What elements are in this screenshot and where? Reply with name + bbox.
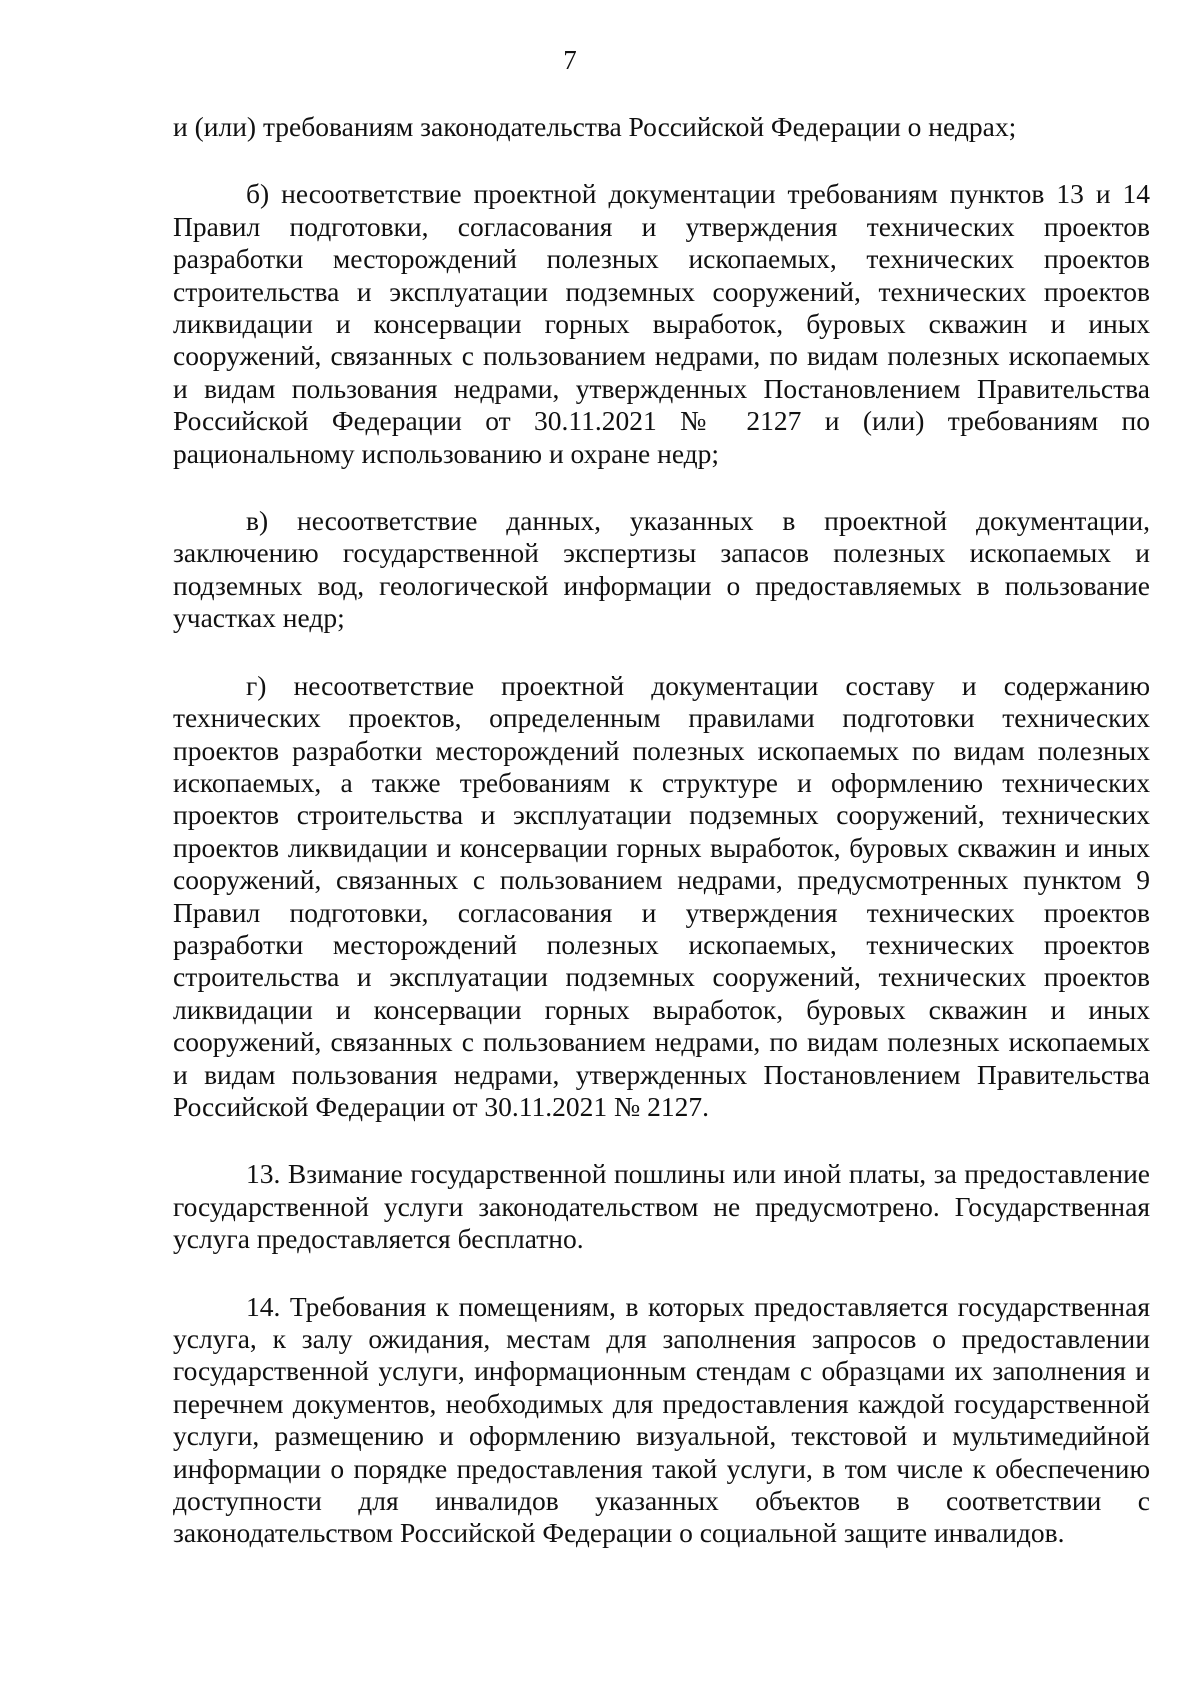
paragraph-item-13: 13. Взимание государственной пошлины или иной платы, за предоставление государственной услуги законодательством не предусмотрено. Государственная услуга предоставляется бесплатно. bbox=[173, 1158, 1150, 1255]
document-body bbox=[173, 111, 1150, 1550]
paragraph-item-14: 14. Требования к помещениям, в которых предоставляется государственная услуга, к залу ожидания, местам для заполнения запросов о предоставлении государственной услуги, информационным стендам с образцами их заполнения и перечнем документов, необходимых для предоставления каждой государственной услуги, размещению и оформлению визуальной, текстовой и мультимедийной информации о порядке предоставления такой услуги, в том числе к обеспечению доступности для инвалидов указанных объектов в соответствии с законодательством Российской Федерации о социальной защите инвалидов. bbox=[173, 1290, 1150, 1549]
paragraph-item-v: в) несоответствие данных, указанных в проектной документации, заключению государственной экспертизы запасов полезных ископаемых и подземных вод, геологической информации о предоставляемых в пользование участках недр; bbox=[173, 505, 1150, 634]
page-number: 7 bbox=[563, 45, 577, 75]
paragraph-continuation: и (или) требованиям законодательства Российской Федерации о недрах; bbox=[173, 111, 1017, 142]
paragraph-item-b: б) несоответствие проектной документации требованиям пунктов 13 и 14 Правил подготовки, согласования и утверждения технических проектов разработки месторождений полезных ископаемых, технических проектов строительства и эксплуатации подземных сооружений, технических проектов ликвидации и консервации горных выработок, буровых скважин и иных сооружений, связанных с пользованием недрами, по видам полезных ископаемых и видам пользования недрами, утвержденных Постановлением Правительства Российской Федерации от 30.11.2021 № 2127 и (или) требованиям по рациональному использованию и охране недр; bbox=[173, 178, 1150, 469]
paragraph-item-g: г) несоответствие проектной документации составу и содержанию технических проектов, определенным правилами подготовки технических проектов разработки месторождений полезных ископаемых по видам полезных ископаемых, а также требованиям к структуре и оформлению технических проектов строительства и эксплуатации подземных сооружений, технических проектов ликвидации и консервации горных выработок, буровых скважин и иных сооружений, связанных с пользованием недрами, предусмотренных пунктом 9 Правил подготовки, согласования и утверждения технических проектов разработки месторождений полезных ископаемых, технических проектов строительства и эксплуатации подземных сооружений, технических проектов ликвидации и консервации горных выработок, буровых скважин и иных сооружений, связанных с пользованием недрами, по видам полезных ископаемых и видам пользования недрами, утвержденных Постановлением Правительства Российской Федерации от 30.11.2021 № 2127. bbox=[173, 669, 1150, 1122]
